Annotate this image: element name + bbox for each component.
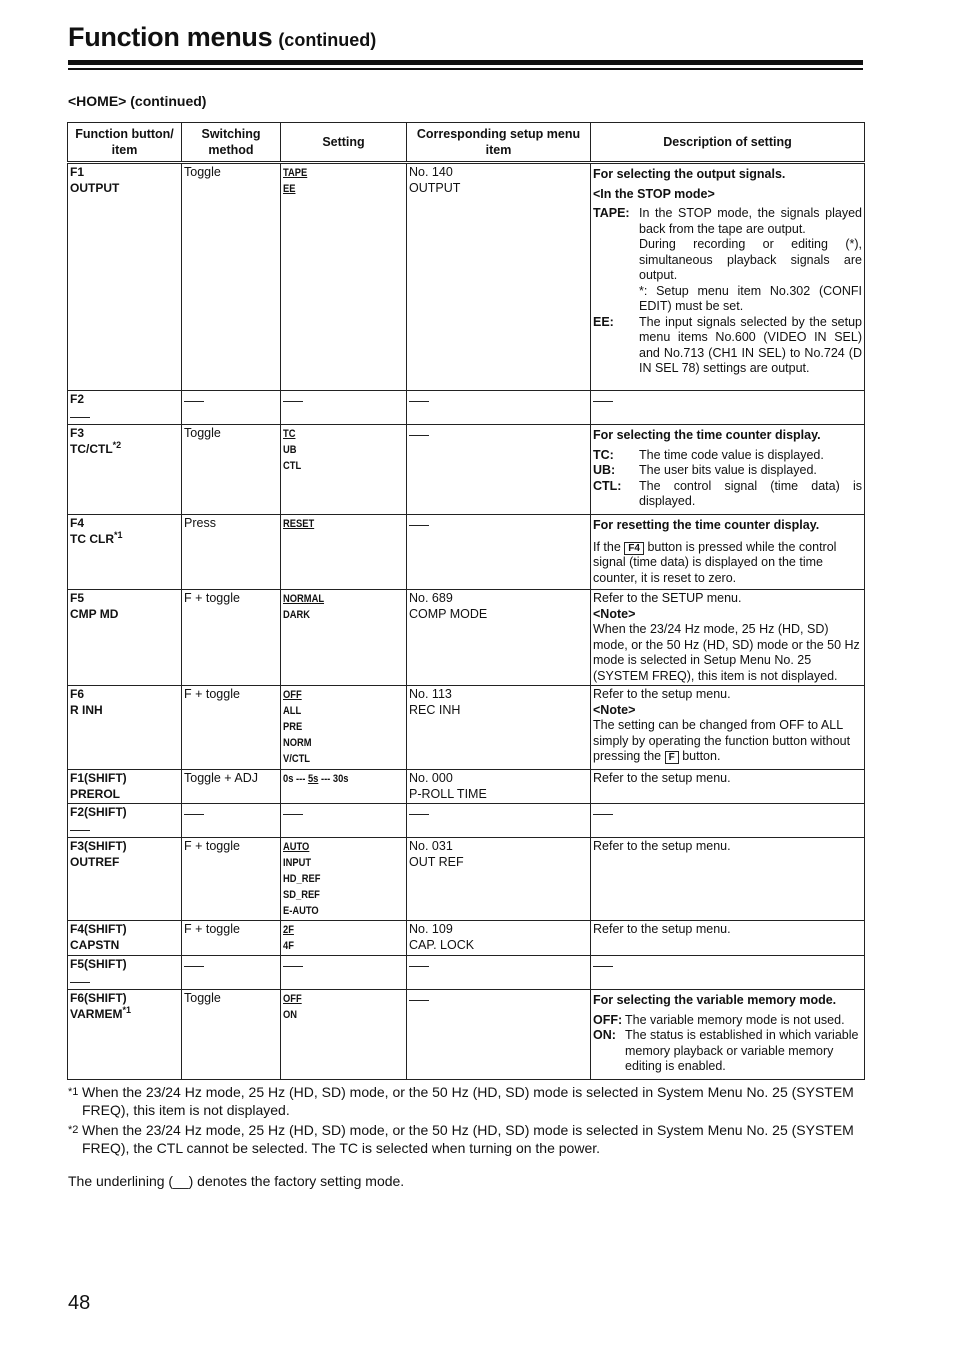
- function-id: F1(SHIFT): [70, 771, 127, 785]
- footnote-ref: *1: [122, 1004, 131, 1015]
- setting-value: UB: [283, 444, 297, 456]
- function-id: F3: [70, 426, 85, 440]
- description-title: For resetting the time counter display.: [593, 518, 820, 532]
- definition-text: The status is established in which variable memory playback or variable memory editing is enabled.: [625, 1028, 859, 1073]
- empty-dash: [409, 516, 429, 526]
- footnote-mark: *2: [68, 1124, 79, 1136]
- function-id: F3(SHIFT): [70, 839, 127, 853]
- setting-value: HD_REF: [283, 873, 321, 885]
- description-text: The setting can be changed from OFF to ALL simply by operating the function button without pressing the F button.: [593, 718, 851, 763]
- definition-text: *: Setup menu item No.302 (CONFI EDIT) must be set.: [639, 283, 862, 313]
- function-name: CAPSTN: [70, 937, 120, 952]
- underline-legend: The underlining (__) denotes the factory setting mode.: [68, 1173, 405, 1189]
- header-description: Description of setting: [591, 123, 865, 163]
- setting-value: TAPE: [283, 167, 308, 179]
- definition-text: The variable memory mode is not used.: [625, 1012, 845, 1027]
- function-name: CMP MD: [70, 606, 119, 621]
- setting-value: CTL: [283, 460, 302, 472]
- menu-name: CAP. LOCK: [409, 937, 475, 952]
- menu-name: OUT REF: [409, 854, 464, 869]
- description-title: For selecting the time counter display.: [593, 428, 821, 442]
- definition-item: [593, 448, 862, 464]
- description-text: Refer to the setup menu.: [591, 770, 865, 804]
- menu-name: P-ROLL TIME: [409, 786, 487, 801]
- title-rule-thin: [68, 68, 863, 70]
- menu-number: No. 689: [409, 591, 453, 605]
- menu-number: No. 000: [409, 771, 453, 785]
- definition-text: The control signal (time data) is displayed.: [639, 478, 862, 508]
- title-rule-thick: [68, 60, 863, 65]
- header-setting: Setting: [281, 123, 407, 163]
- footnote-ref: *1: [114, 529, 123, 540]
- footnote-text: When the 23/24 Hz mode, 25 Hz (HD, SD) mode, or the 50 Hz (HD, SD) mode is selected in System Menu No. 25 (SYSTEM FREQ), the CTL cannot be selected. The TC is selected when turning on the power.: [82, 1122, 854, 1156]
- switching-method: Press: [182, 515, 281, 590]
- definition-key: EE:: [593, 314, 614, 329]
- setting-value: V/CTL: [283, 753, 311, 765]
- setting-value: 4F: [283, 940, 294, 952]
- switching-method: Toggle: [182, 990, 281, 1080]
- setting-value: SD_REF: [283, 889, 320, 901]
- function-id: F5: [70, 591, 85, 605]
- empty-dash: [283, 805, 303, 815]
- description-text: Refer to the setup menu.: [591, 838, 865, 921]
- title-main: Function menus: [68, 22, 273, 52]
- function-id: F2: [70, 392, 85, 406]
- setting-value: RESET: [283, 518, 315, 530]
- definition-text: During recording or editing (*), simultaneous playback signals are output.: [639, 237, 862, 282]
- switching-method: F + toggle: [182, 838, 281, 921]
- function-id: F1: [70, 165, 85, 179]
- description-text: When the 23/24 Hz mode, 25 Hz (HD, SD) mode, or the 50 Hz (HD, SD) mode or the 50 Hz mode is selected in Setup Menu No. 25 (SYSTEM FREQ), this item is not displayed.: [593, 622, 860, 683]
- title-suffix: (continued): [278, 30, 377, 50]
- empty-dash: [409, 392, 429, 402]
- setting-value: OFF: [283, 993, 302, 1005]
- switching-method: Toggle + ADJ: [182, 770, 281, 804]
- function-id: F6: [70, 687, 85, 701]
- function-id: F6(SHIFT): [70, 991, 127, 1005]
- setting-value: ON: [283, 1009, 298, 1021]
- menu-number: No. 031: [409, 839, 453, 853]
- definition-key: TAPE:: [593, 206, 630, 220]
- table-row: [68, 163, 865, 391]
- setting-value: PRE: [283, 721, 303, 733]
- setting-value: 0s --- 5s --- 30s: [283, 773, 349, 785]
- function-name: OUTREF: [70, 854, 120, 869]
- empty-dash: [593, 957, 613, 967]
- menu-number: No. 109: [409, 922, 453, 936]
- description-subtitle: <In the STOP mode>: [593, 186, 715, 201]
- empty-dash: [593, 392, 613, 402]
- definition-item: [593, 1028, 862, 1075]
- empty-dash: [593, 805, 613, 815]
- empty-dash: [184, 805, 204, 815]
- table-row: [68, 590, 865, 686]
- setting-value: E-AUTO: [283, 905, 319, 917]
- table-row: [68, 956, 865, 990]
- function-name: TC/CTL: [70, 441, 113, 456]
- definition-text: The input signals selected by the setup menu items No.600 (VIDEO IN SEL) and No.713 (CH1 IN SEL) to No.724 (D IN SEL 78) settings are output.: [639, 314, 862, 375]
- description-text: Refer to the setup menu.: [593, 687, 731, 701]
- menu-number: No. 113: [409, 687, 452, 701]
- empty-dash: [409, 957, 429, 967]
- definition-key: CTL:: [593, 478, 622, 493]
- page-title: [68, 22, 376, 53]
- f-key-box: F: [665, 751, 679, 764]
- footnote-ref: *2: [112, 439, 122, 450]
- function-menu-table: [67, 122, 865, 1080]
- table-row: [68, 686, 865, 770]
- page-number: 48: [68, 1292, 91, 1314]
- empty-dash: [70, 408, 90, 418]
- definition-text: In the STOP mode, the signals played back from the tape are output.: [639, 206, 862, 236]
- table-row: [68, 804, 865, 838]
- header-setup-menu-item: Corresponding setup menu item: [407, 123, 591, 163]
- table-row: [68, 838, 865, 921]
- table-row: [68, 391, 865, 425]
- function-id: F2(SHIFT): [70, 805, 127, 819]
- footnote-mark: *1: [68, 1086, 79, 1098]
- header-function-button: Function button/ item: [68, 123, 182, 163]
- function-name: VARMEM: [70, 1006, 123, 1021]
- table-row: [68, 770, 865, 804]
- switching-method: Toggle: [182, 425, 281, 515]
- footnote-text: When the 23/24 Hz mode, 25 Hz (HD, SD) mode, or the 50 Hz (HD, SD) mode is selected in System Menu No. 25 (SYSTEM FREQ), this item is not displayed.: [82, 1084, 854, 1118]
- footnote: [68, 1121, 864, 1157]
- definition-item: [593, 463, 862, 479]
- f4-key-box: F4: [624, 542, 644, 555]
- setting-value: TC: [283, 428, 296, 440]
- menu-name: COMP MODE: [409, 606, 488, 621]
- empty-dash: [70, 973, 90, 983]
- definition-key: TC:: [593, 447, 614, 462]
- empty-dash: [70, 821, 90, 831]
- setting-value: OFF: [283, 689, 302, 701]
- function-id: F4(SHIFT): [70, 922, 127, 936]
- function-id: F5(SHIFT): [70, 957, 127, 971]
- note-label: <Note>: [593, 702, 636, 717]
- definition-text: The time code value is displayed.: [639, 447, 824, 462]
- description-text: If the F4 button is pressed while the control signal (time data) is displayed on the time counter, it is reset to zero.: [593, 539, 837, 585]
- definition-key: OFF:: [593, 1012, 623, 1027]
- definition-item: [593, 479, 862, 510]
- description-title: For selecting the output signals.: [593, 167, 786, 181]
- menu-name: OUTPUT: [409, 180, 461, 195]
- menu-number: No. 140: [409, 165, 453, 179]
- setting-value: EE: [283, 183, 296, 195]
- table-row: [68, 425, 865, 515]
- empty-dash: [184, 957, 204, 967]
- empty-dash: [409, 426, 429, 436]
- function-name: OUTPUT: [70, 180, 120, 195]
- empty-dash: [283, 957, 303, 967]
- description-text: Refer to the setup menu.: [591, 921, 865, 956]
- setting-value: DARK: [283, 609, 311, 621]
- empty-dash: [409, 991, 429, 1001]
- function-name: R INH: [70, 702, 103, 717]
- empty-dash: [184, 392, 204, 402]
- switching-method: Toggle: [182, 163, 281, 391]
- definition-text: The user bits value is displayed.: [639, 463, 817, 477]
- table-header-row: [68, 123, 865, 163]
- description-title: For selecting the variable memory mode.: [593, 993, 837, 1007]
- definition-key: ON:: [593, 1028, 616, 1042]
- header-switching-method: Switching method: [182, 123, 281, 163]
- switching-method: F + toggle: [182, 686, 281, 770]
- setting-value: 2F: [283, 924, 294, 936]
- function-name: PREROL: [70, 786, 121, 801]
- note-label: <Note>: [593, 606, 636, 621]
- setting-value: INPUT: [283, 857, 312, 869]
- table-row: [68, 515, 865, 590]
- function-id: F4: [70, 516, 85, 530]
- table-row: [68, 990, 865, 1080]
- menu-name: REC INH: [409, 702, 461, 717]
- description-text: Refer to the SETUP menu.: [593, 591, 742, 605]
- setting-value: ALL: [283, 705, 302, 717]
- section-heading: <HOME> (continued): [68, 93, 207, 109]
- setting-value: NORM: [283, 737, 312, 749]
- definition-item: [593, 315, 862, 377]
- empty-dash: [409, 805, 429, 815]
- switching-method: F + toggle: [182, 590, 281, 686]
- footnotes: [68, 1083, 864, 1159]
- definition-item: [593, 206, 862, 315]
- switching-method: F + toggle: [182, 921, 281, 956]
- setting-value: AUTO: [283, 841, 310, 853]
- definition-key: UB:: [593, 463, 616, 477]
- setting-value: NORMAL: [283, 593, 325, 605]
- function-name: TC CLR: [70, 531, 114, 546]
- empty-dash: [283, 392, 303, 402]
- table-row: [68, 921, 865, 956]
- footnote: [68, 1083, 864, 1119]
- definition-item: [593, 1013, 862, 1029]
